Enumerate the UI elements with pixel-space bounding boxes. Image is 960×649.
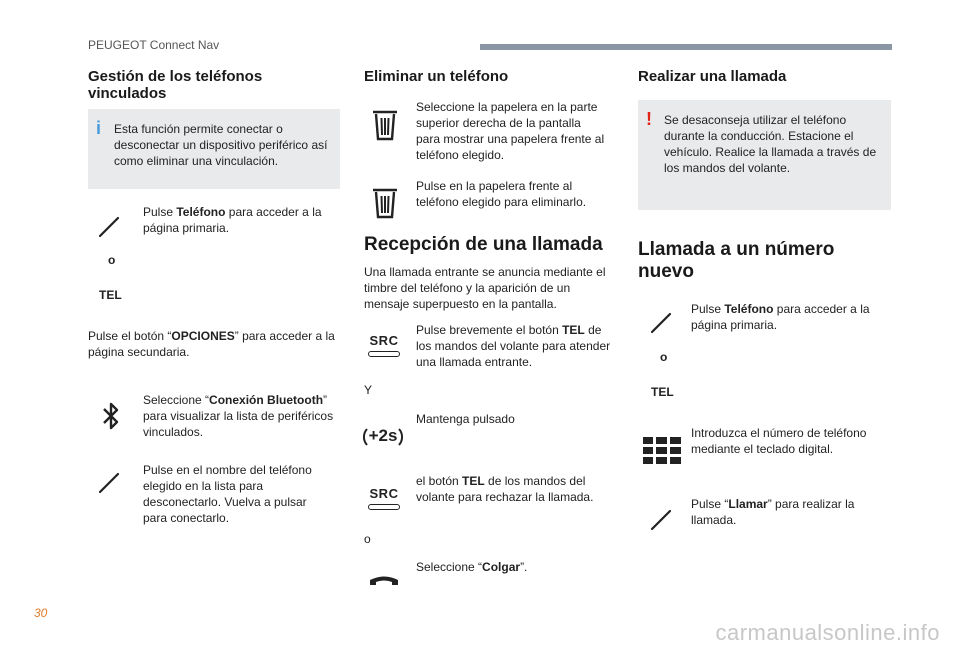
options-paragraph: Pulse el botón “OPCIONES” para acceder a la página secundaria. (88, 329, 335, 359)
step-bluetooth: Seleccione “Conexión Bluetooth” para visualizar la lista de periféricos vinculados. (143, 393, 334, 439)
bluetooth-icon (101, 400, 121, 432)
section-title-make-call: Realizar una llamada (638, 68, 787, 85)
section-title-linked-phones: Gestión de los teléfonos vinculados (88, 68, 263, 102)
step-reject-call: el botón TEL de los mandos del volante para rechazar la llamada. (416, 474, 594, 504)
phone-icon (96, 470, 124, 498)
step-call: Pulse “Llamar” para realizar la llamada. (691, 497, 855, 527)
warning-icon: ! (646, 109, 652, 129)
info-note-text: Esta función permite conectar o desconectar un dispositivo periférico así como eliminar una vinculación. (114, 122, 328, 168)
step-telefono: Pulse Teléfono para acceder a la página primaria. (691, 302, 870, 332)
keypad-icon (643, 437, 681, 465)
page-number: 30 (34, 606, 48, 620)
step-hang-up: Seleccione “Colgar”. (416, 560, 528, 574)
or-label: o (364, 532, 371, 546)
trash-icon (370, 108, 400, 142)
warning-note-text: Se desaconseja utilizar el teléfono durante la conducción. Estacione el vehículo. Realice la llamada a través de los mandos del volante. (664, 113, 877, 175)
src-button-icon (368, 333, 400, 357)
step-keypad: Introduzca el número de teléfono mediante el teclado digital. (691, 426, 867, 456)
phone-icon (648, 507, 676, 535)
src-button-icon (368, 486, 400, 510)
section-title-delete-phone: Eliminar un teléfono (364, 68, 509, 85)
trash-icon (370, 186, 400, 220)
tel-label: TEL (651, 385, 674, 399)
header-bar (480, 44, 892, 50)
step-select-trash: Seleccione la papelera en la parte superior derecha de la pantalla para mostrar una papelera frente al teléfono elegido. (416, 100, 605, 162)
hang-up-icon (367, 574, 401, 588)
section-title-new-number: Llamada a un número nuevo (638, 239, 835, 282)
section-title-incoming-call: Recepción de una llamada (364, 234, 603, 255)
and-label: Y (364, 383, 373, 397)
header-title: PEUGEOT Connect Nav (88, 38, 220, 52)
tel-label: TEL (99, 288, 122, 302)
hold-2s-icon (361, 425, 405, 449)
step-press-trash: Pulse en la papelera frente al teléfono elegido para eliminarlo. (416, 179, 587, 209)
info-note (88, 109, 340, 189)
or-label: o (660, 350, 668, 364)
incoming-call-intro: Una llamada entrante se anuncia mediante el timbre del teléfono y la aparición de un mensaje superpuesto en la pantalla. (364, 265, 606, 311)
info-icon: i (96, 118, 102, 138)
hold-label: +2s (368, 426, 398, 445)
phone-icon (648, 310, 676, 338)
src-label: SRC (369, 486, 399, 501)
step-hold: Mantenga pulsado (416, 412, 515, 426)
phone-icon (96, 214, 124, 242)
step-disconnect: Pulse en el nombre del teléfono elegido en la lista para desconectarlo. Vuelva a pulsar para conectarlo. (143, 463, 312, 525)
watermark: carmanualsonline.info (715, 620, 940, 645)
step-answer-call: Pulse brevemente el botón TEL de los mandos del volante para atender una llamada entrante. (416, 323, 611, 369)
src-label: SRC (369, 333, 399, 348)
step-telefono: Pulse Teléfono para acceder a la página primaria. (143, 205, 322, 235)
or-label: o (108, 253, 116, 267)
warning-note (638, 100, 891, 210)
